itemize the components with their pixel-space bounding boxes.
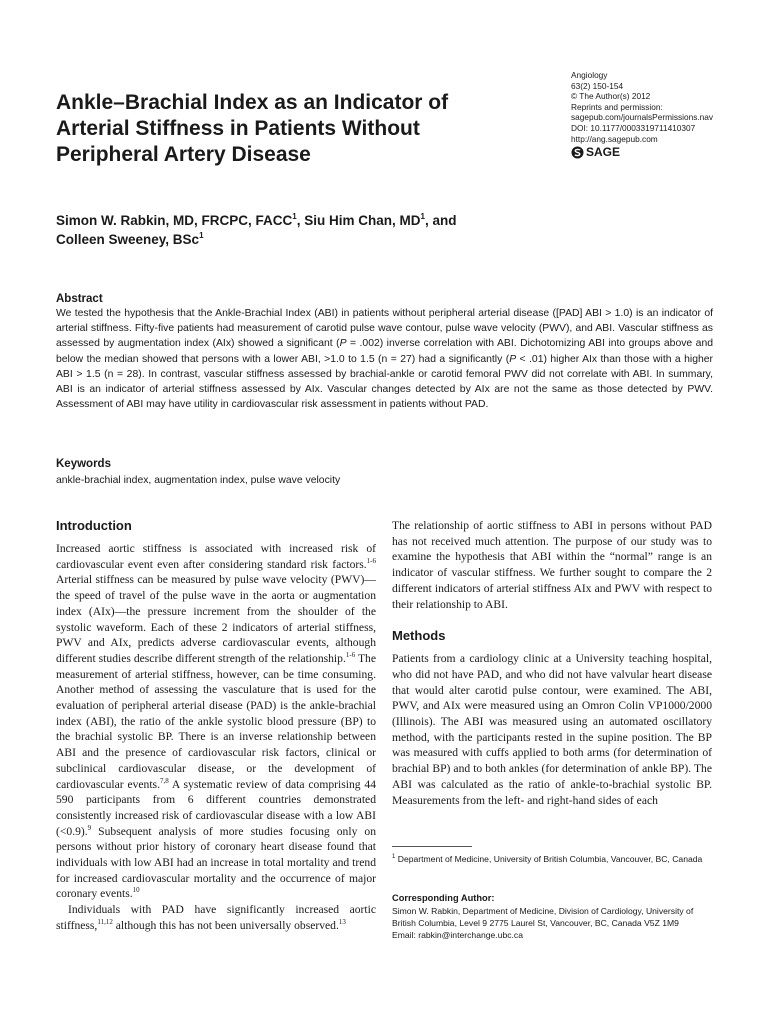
article-title: Ankle–Brachial Index as an Indicator of Arterial Stiffness in Patients Without Peripheral Artery Disease xyxy=(56,91,449,166)
methods-heading: Methods xyxy=(392,628,446,644)
affiliation-marker: 1 xyxy=(420,212,425,221)
affiliation-footnote: $^1$ Department of Medicine, University of British Columbia, Vancouver, BC, Canada xyxy=(392,854,703,864)
journal-copyright: © The Author(s) 2012 xyxy=(571,91,651,102)
right-column xyxy=(392,518,712,808)
citation: 11,12 xyxy=(97,917,113,926)
affiliation-marker: 1 xyxy=(199,231,204,240)
corresponding-email[interactable]: Email: rabkin@interchange.ubc.ca xyxy=(392,930,524,941)
citation: 7,8 xyxy=(159,776,169,785)
author-list xyxy=(56,211,676,249)
keywords-heading: Keywords xyxy=(56,458,111,470)
citation: 1-6 xyxy=(345,650,356,659)
author-name: Simon W. Rabkin, MD, FRCPC, FACC xyxy=(56,213,293,228)
citation: 9 xyxy=(87,823,92,832)
author-name: Siu Him Chan, MD xyxy=(304,213,421,228)
keywords-text: ankle-brachial index, augmentation index, pulse wave velocity xyxy=(56,475,341,486)
introduction-heading: Introduction xyxy=(56,518,132,533)
author-separator: , xyxy=(296,213,305,228)
introduction-paragraph: Individuals with PAD have significantly increased aortic stiffness,$^{11,12}$ although this has not been universally observed.$^{13}$ xyxy=(56,903,376,932)
footnote-divider xyxy=(392,846,472,847)
abstract-heading: Abstract xyxy=(56,293,103,305)
journal-name: Angiology xyxy=(571,70,608,80)
author-name: Colleen Sweeney, BSc xyxy=(56,232,200,247)
author-separator: , and xyxy=(424,213,457,228)
journal-reprints: Reprints and permission: xyxy=(571,101,663,112)
publisher-name: SAGE xyxy=(586,145,621,160)
corresponding-address: Simon W. Rabkin, Department of Medicine, Division of Cardiology, University of British Columbia, Level 9 2775 Laurel St, Vancouver, BC, Canada V5Z 1M9 xyxy=(392,906,694,929)
affiliation-marker: 1 xyxy=(292,212,297,221)
introduction-paragraph: Increased aortic stiffness is associated with increased risk of cardiovascular event even after considering standard risk factors.$^{1-6}$ Arterial stiffness can be measured by pulse wave velocity (PWV)—the speed of travel of the pulse wave in the aorta or augmentation index (AIx)—the pressure increment from the shoulder of the systolic waveform. Each of these 2 indicators of arterial stiffness, PWV and AIx, predicts adverse cardiovascular events, although different studies describe different strength of the relationship.$^{1-6}$ The measurement of arterial stiffness, however, can be time consuming. Another method of assessing the vasculature that is used for the evaluation of peripheral arterial disease (PAD) is the ankle-brachial index (ABI), the ratio of the ankle systolic blood pressure (BP) to the brachial systolic BP. There is an inverse relationship between ABI and the presence of cardiovascular risk factors, clinical or subclinical cardiovascular disease, or the development of cardiovascular events.$^{7,8}$ A systematic review of data comprising 44 590 participants from 6 different countries demonstrated consistently increased risk of cardiovascular disease with a low ABI (<0.9).$^9$ Subsequent analysis of more studies focusing only on persons without prior history of coronary heart disease found that individuals with low ABI had an increase in total mortality and trend for increased cardiovascular mortality and the occurrence of major coronary events.$^{10}$ xyxy=(56,542,376,901)
publisher-logo xyxy=(571,146,751,159)
citation: 13 xyxy=(338,917,346,926)
abstract-text: We tested the hypothesis that the Ankle-Brachial Index (ABI) in patients without peripheral arterial disease ([PAD] ABI > 1.0) is an indicator of arterial stiffness. Fifty-five patients had measurement of carotid pulse wave contour, pulse wave velocity (PWV), and ABI. Vascular stiffness as assessed by augmentation index (AIx) showed a significant (P = .002) inverse correlation with ABI. Dichotomizing ABI into groups above and below the median showed that persons with a lower ABI, >1.0 to 1.5 (n = 27) had a significantly (P < .01) higher AIx than those with a higher ABI > 1.5 (n = 28). In contrast, vascular stiffness assessed by brachial-ankle or carotid femoral PWV did not correlate with ABI. In summary, ABI is an indicator of arterial stiffness assessed by AIx. Vascular changes detected by AIx are not the same as those detected by PWV. Assessment of ABI may have utility in cardiovascular risk assessment in patients without PAD. xyxy=(56,308,714,411)
journal-permissions-link[interactable]: sagepub.com/journalsPermissions.nav xyxy=(571,112,714,123)
journal-info xyxy=(571,70,751,159)
left-column xyxy=(56,518,376,934)
corresponding-author-info xyxy=(392,905,714,942)
methods-paragraph: Patients from a cardiology clinic at a University teaching hospital, who did not have PAD, and who did not have valvular heart disease that would alter carotid pulse contour, were examined. The ABI, PWV, and AIx were measured using an Omron Colin VP1000/2000 (Illinois). The ABI was measured using an automated oscillatory method, with the participants rested in the supine position. The BP was measured with cuffs applied to both arms (for determination of brachial BP) and to both ankles (for determination of ankle BP). The ABI was calculated as the ratio of ankle-to-brachial systolic BP. Measurements from the left- and right-hand sides of each xyxy=(392,652,712,807)
sage-logo-icon xyxy=(571,146,584,159)
introduction-paragraph: The relationship of aortic stiffness to ABI in persons without PAD has not received much attention. The purpose of our study was to examine the hypothesis that ABI within the “normal” range is an indicator of vascular stiffness. We further sought to compare the 2 different indicators of arterial stiffness AIx and PWV with respect to their relationship to ABI. xyxy=(392,519,712,611)
journal-volume: 63(2) 150-154 xyxy=(571,80,624,91)
citation: 1-6 xyxy=(366,556,376,565)
journal-doi[interactable]: DOI: 10.1177/0003319711410307 xyxy=(571,122,696,133)
corresponding-author-heading: Corresponding Author: xyxy=(392,893,495,903)
citation: 10 xyxy=(132,886,140,895)
journal-site-link[interactable]: http://ang.sagepub.com xyxy=(571,133,658,144)
